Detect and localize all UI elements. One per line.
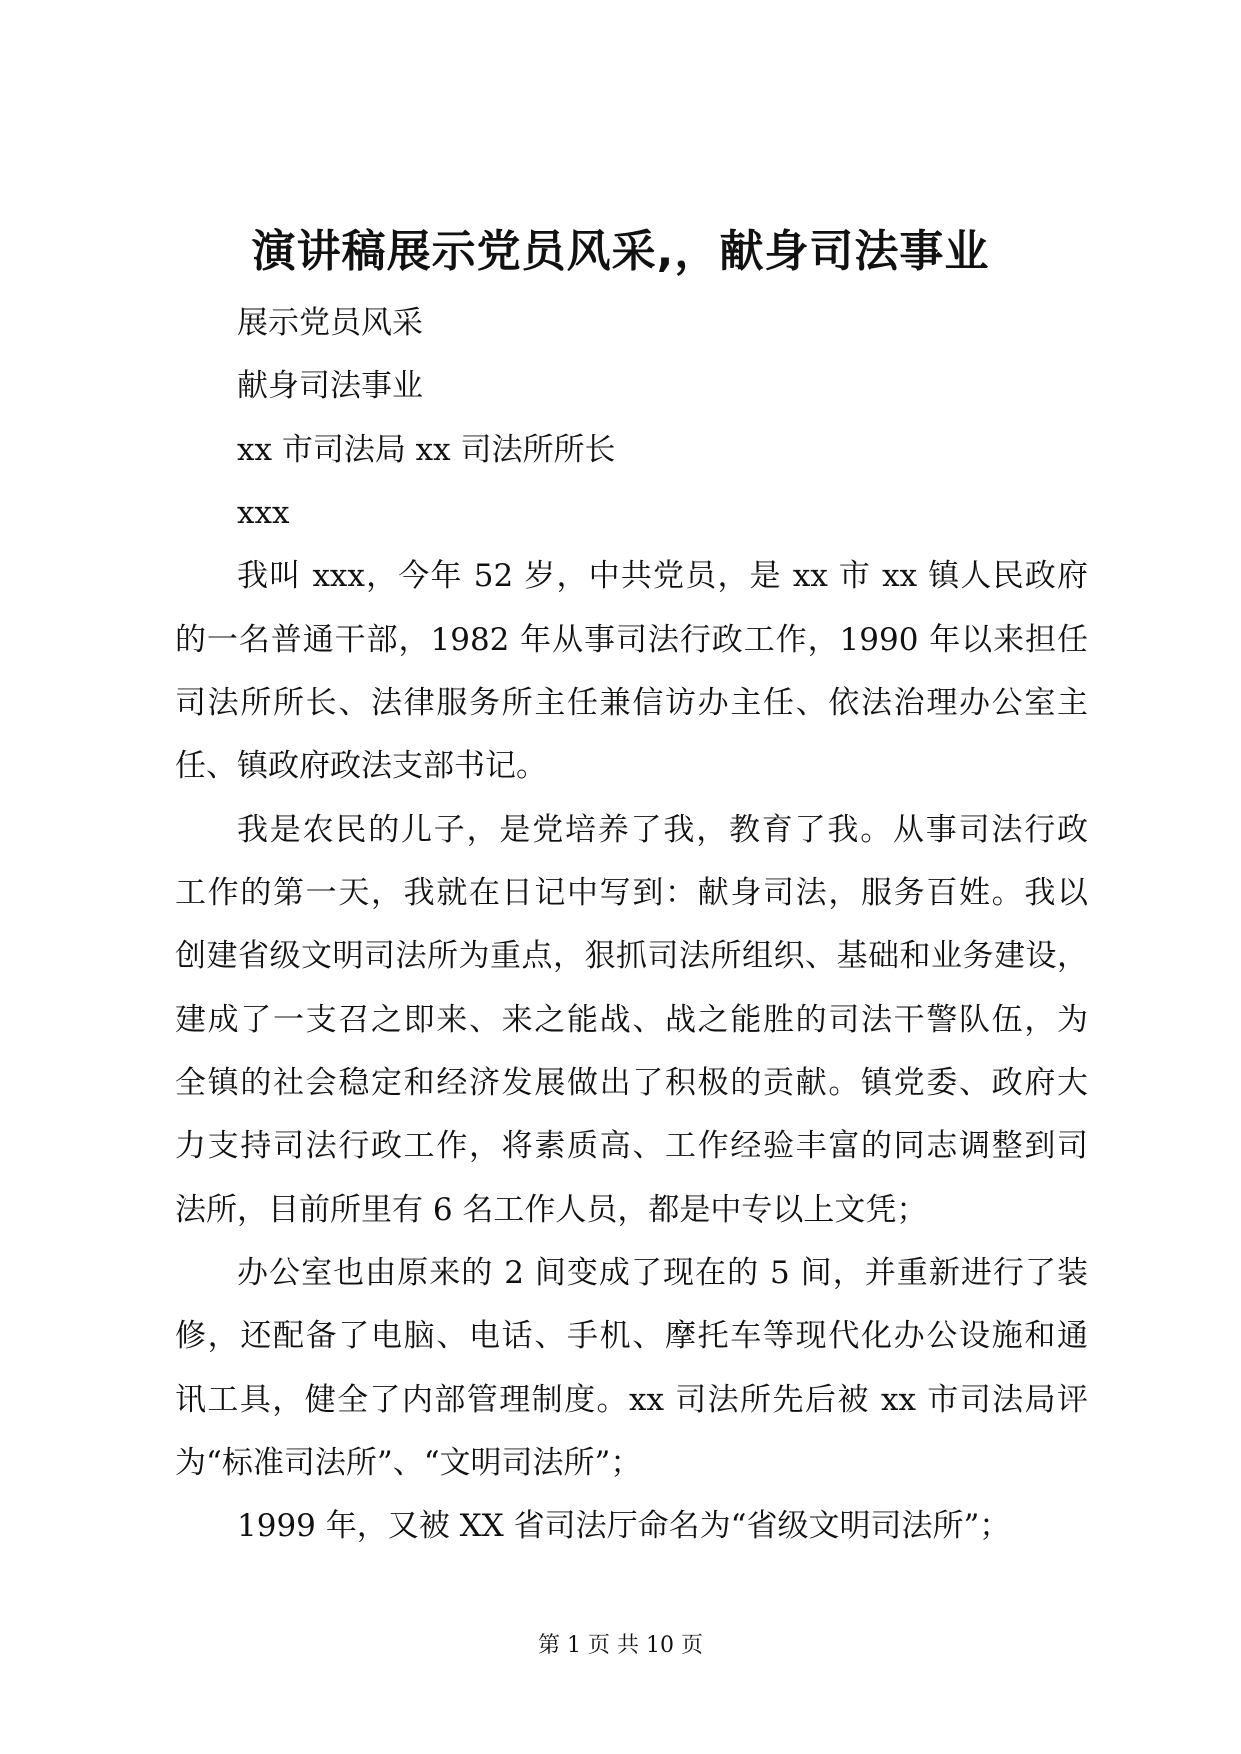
- paragraph-line: 力支持司法行政工作，将素质高、工作经验丰富的同志调整到司: [175, 1128, 1088, 1164]
- paragraph-line: 法所，目前所里有 6 名工作人员，都是中专以上文凭；: [175, 1192, 928, 1228]
- subtitle-line: 献身司法事业: [237, 368, 423, 404]
- author-name-line: xxx: [237, 495, 290, 531]
- paragraph-line: 的一名普通干部，1982 年从事司法行政工作，1990 年以来担任: [175, 622, 1088, 658]
- paragraph-line: 办公室也由原来的 2 间变成了现在的 5 间，并重新进行了装: [237, 1255, 1088, 1291]
- paragraph-line: 工作的第一天，我就在日记中写到：献身司法，服务百姓。我以: [175, 875, 1088, 911]
- paragraph-line: 为“标准司法所”、“文明司法所”；: [175, 1445, 642, 1481]
- author-title-line: xx 市司法局 xx 司法所所长: [237, 432, 616, 468]
- paragraph-line: 创建省级文明司法所为重点，狠抓司法所组织、基础和业务建设，: [175, 938, 1088, 974]
- paragraph-line: 讯工具，健全了内部管理制度。xx 司法所先后被 xx 市司法局评: [175, 1382, 1088, 1418]
- paragraph-line: 1999 年，又被 XX 省司法厅命名为“省级文明司法所”；: [237, 1508, 1011, 1544]
- paragraph-line: 建成了一支召之即来、来之能战、战之能胜的司法干警队伍，为: [175, 1002, 1088, 1038]
- page-number-footer: 第 1 页 共 10 页: [538, 1633, 703, 1658]
- document-title: 演讲稿展示党员风采,，献身司法事业: [251, 226, 990, 277]
- paragraph-line: 司法所所长、法律服务所主任兼信访办主任、依法治理办公室主: [175, 685, 1088, 721]
- subtitle-line: 展示党员风采: [237, 305, 423, 341]
- paragraph-line: 全镇的社会稳定和经济发展做出了积极的贡献。镇党委、政府大: [175, 1065, 1088, 1101]
- paragraph-line: 我是农民的儿子，是党培养了我，教育了我。从事司法行政: [237, 812, 1088, 848]
- paragraph-line: 我叫 xxx，今年 52 岁，中共党员，是 xx 市 xx 镇人民政府: [237, 558, 1088, 594]
- paragraph-line: 修，还配备了电脑、电话、手机、摩托车等现代化办公设施和通: [175, 1318, 1088, 1354]
- paragraph-line: 任、镇政府政法支部书记。: [175, 748, 547, 784]
